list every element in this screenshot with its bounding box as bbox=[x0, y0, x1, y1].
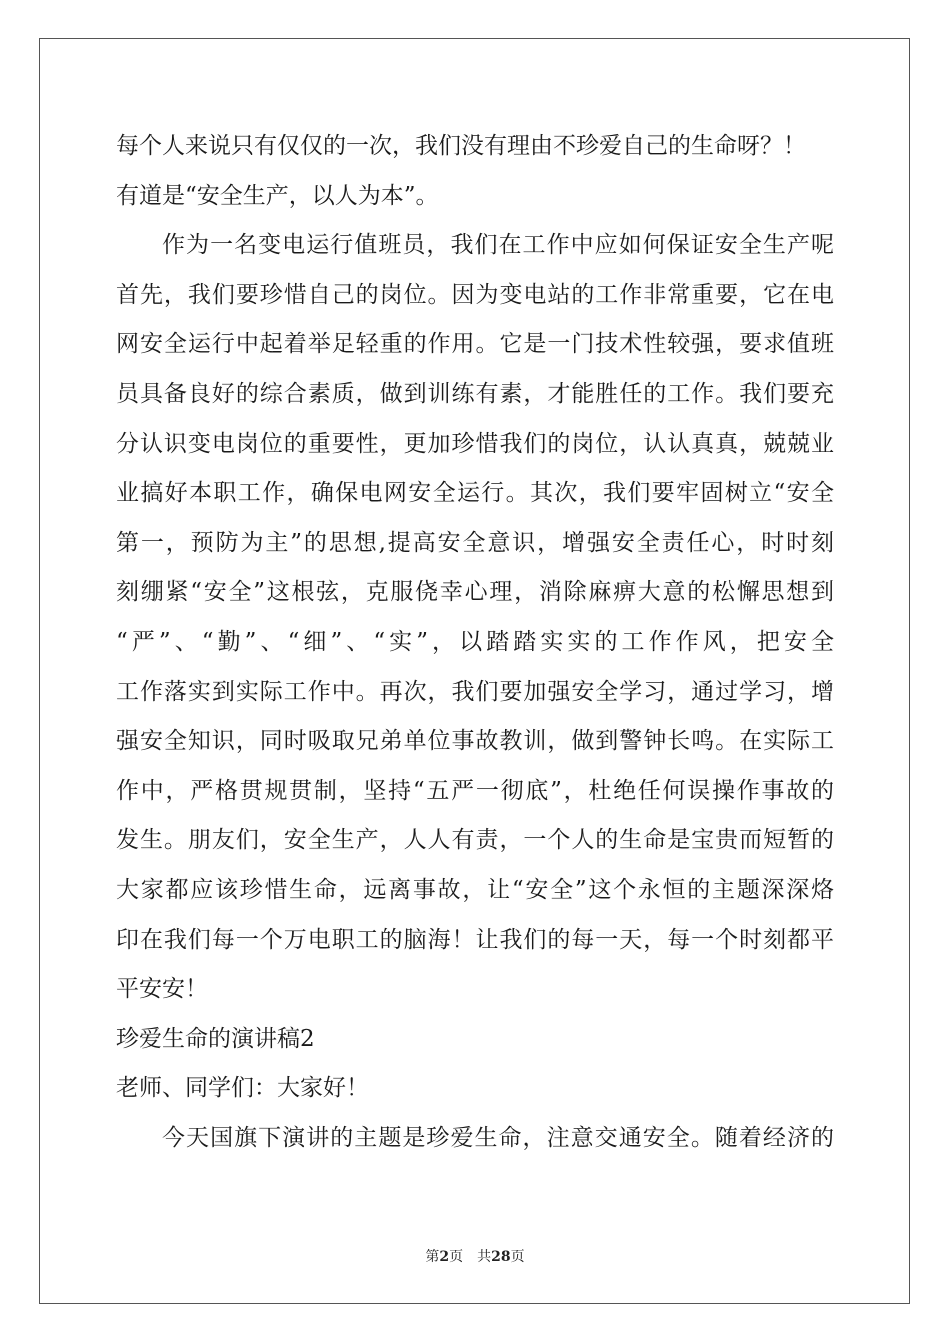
text-line: 首先，我们要珍惜自己的岗位。因为变电站的工作非常重要，它在电 bbox=[116, 281, 834, 308]
footer-total-number: 28 bbox=[491, 1249, 511, 1265]
text-line: 有道是“安全生产，以人为本”。 bbox=[116, 182, 439, 209]
text-line: 每个人来说只有仅仅的一次，我们没有理由不珍爱自己的生命呀？！ bbox=[116, 133, 806, 159]
text-line: “严”、“勤”、“细”、“实”，以踏踏实实的工作作风，把安全 bbox=[116, 628, 834, 655]
text-line: 今天国旗下演讲的主题是珍爱生命，注意交通安全。随着经济的 bbox=[162, 1124, 834, 1151]
text-line: 业搞好本职工作，确保电网安全运行。其次，我们要牢固树立“安全 bbox=[116, 480, 834, 507]
text-line: 平安安！ bbox=[116, 976, 208, 1003]
text-line: 工作落实到实际工作中。再次，我们要加强安全学习，通过学习，增 bbox=[116, 678, 834, 705]
footer-page-suffix: 页 bbox=[449, 1249, 464, 1265]
text-line: 第一，预防为主”的思想,提高安全意识，增强安全责任心，时时刻 bbox=[116, 529, 834, 556]
text-line: 作中，严格贯规贯制，坚持“五严一彻底”，杜绝任何误操作事故的 bbox=[116, 777, 834, 804]
footer-page-number: 2 bbox=[439, 1249, 450, 1265]
section-heading: 珍爱生命的演讲稿2 bbox=[116, 1025, 315, 1052]
text-line: 作为一名变电运行值班员，我们在工作中应如何保证安全生产呢 bbox=[162, 232, 834, 259]
text-line: 发生。朋友们，安全生产，人人有责，一个人的生命是宝贵而短暂的 bbox=[116, 827, 834, 854]
footer-total-prefix: 共 bbox=[477, 1249, 492, 1265]
text-line: 大家都应该珍惜生命，远离事故，让“安全”这个永恒的主题深深烙 bbox=[116, 876, 834, 903]
page-footer bbox=[0, 1246, 950, 1266]
text-line: 员具备良好的综合素质，做到训练有素，才能胜任的工作。我们要充 bbox=[116, 380, 834, 407]
text-line: 强安全知识，同时吸取兄弟单位事故教训，做到警钟长鸣。在实际工 bbox=[116, 728, 834, 755]
text-line: 刻绷紧“安全”这根弦，克服侥幸心理，消除麻痹大意的松懈思想到 bbox=[116, 579, 834, 606]
salutation: 老师、同学们：大家好！ bbox=[116, 1075, 369, 1102]
footer-page-prefix: 第 bbox=[425, 1249, 440, 1265]
text-line: 印在我们每一个万电职工的脑海！让我们的每一天，每一个时刻都平 bbox=[116, 926, 834, 953]
footer-total-suffix: 页 bbox=[510, 1249, 525, 1265]
text-line: 网安全运行中起着举足轻重的作用。它是一门技术性较强，要求值班 bbox=[116, 331, 834, 358]
text-line: 分认识变电岗位的重要性，更加珍惜我们的岗位，认认真真，兢兢业 bbox=[116, 430, 834, 457]
document-body bbox=[116, 122, 834, 1163]
